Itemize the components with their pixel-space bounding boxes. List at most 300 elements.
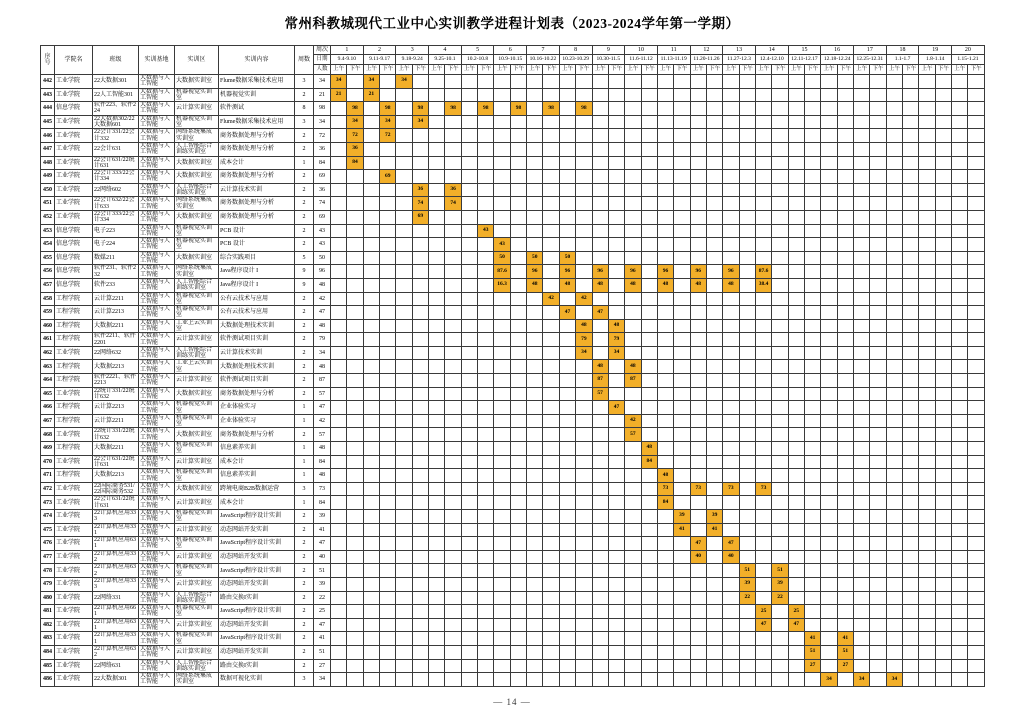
row-base: 大数据与人工智能 xyxy=(139,75,175,89)
empty-cell xyxy=(625,251,641,265)
empty-cell xyxy=(788,455,804,469)
empty-cell xyxy=(772,75,788,89)
empty-cell xyxy=(821,414,837,428)
row-base: 大数据与人工智能 xyxy=(139,197,175,211)
empty-cell xyxy=(592,605,608,619)
empty-cell xyxy=(461,265,477,279)
empty-cell xyxy=(641,333,657,347)
empty-cell xyxy=(494,129,510,143)
empty-cell xyxy=(429,251,445,265)
empty-cell xyxy=(494,577,510,591)
empty-cell xyxy=(821,374,837,388)
row-seq: 481 xyxy=(41,605,55,619)
empty-cell xyxy=(380,577,396,591)
empty-cell xyxy=(461,659,477,673)
empty-cell xyxy=(739,319,755,333)
empty-cell xyxy=(641,265,657,279)
empty-cell xyxy=(870,156,886,170)
empty-cell xyxy=(331,550,347,564)
row-people: 25 xyxy=(314,605,331,619)
empty-cell xyxy=(886,129,902,143)
empty-cell xyxy=(690,510,706,524)
empty-cell xyxy=(854,197,870,211)
empty-cell xyxy=(706,360,722,374)
empty-cell xyxy=(625,577,641,591)
empty-cell xyxy=(690,238,706,252)
empty-cell xyxy=(559,537,575,551)
row-people: 73 xyxy=(314,482,331,496)
empty-cell xyxy=(854,88,870,102)
empty-cell xyxy=(363,496,379,510)
pm-label: 下午 xyxy=(478,65,494,75)
empty-cell xyxy=(952,156,968,170)
empty-cell xyxy=(363,469,379,483)
empty-cell xyxy=(674,183,690,197)
empty-cell xyxy=(461,197,477,211)
empty-cell xyxy=(739,659,755,673)
empty-cell xyxy=(772,129,788,143)
empty-cell xyxy=(952,183,968,197)
empty-cell xyxy=(706,401,722,415)
empty-cell xyxy=(461,102,477,116)
empty-cell xyxy=(461,238,477,252)
empty-cell xyxy=(919,387,935,401)
empty-cell xyxy=(592,292,608,306)
empty-cell xyxy=(870,523,886,537)
empty-cell xyxy=(821,88,837,102)
empty-cell xyxy=(804,102,820,116)
empty-cell xyxy=(347,333,363,347)
row-zone: 机器视觉实训室 xyxy=(175,115,219,129)
column-header-zone: 实训区 xyxy=(175,46,219,75)
row-seq: 475 xyxy=(41,523,55,537)
row-content: 信息素养实训 xyxy=(219,469,295,483)
empty-cell xyxy=(919,278,935,292)
empty-cell xyxy=(608,387,624,401)
row-weeks: 2 xyxy=(295,183,314,197)
row-seq: 446 xyxy=(41,129,55,143)
empty-cell xyxy=(510,496,526,510)
empty-cell xyxy=(723,645,739,659)
empty-cell xyxy=(559,510,575,524)
empty-cell xyxy=(886,605,902,619)
empty-cell xyxy=(674,659,690,673)
row-base: 大数据与人工智能 xyxy=(139,102,175,116)
empty-cell xyxy=(445,591,461,605)
empty-cell xyxy=(608,129,624,143)
empty-cell xyxy=(347,401,363,415)
empty-cell xyxy=(543,346,559,360)
empty-cell xyxy=(804,605,820,619)
empty-cell xyxy=(478,210,494,224)
empty-cell xyxy=(641,115,657,129)
row-people: 51 xyxy=(314,564,331,578)
empty-cell xyxy=(804,197,820,211)
empty-cell xyxy=(347,374,363,388)
empty-cell xyxy=(592,659,608,673)
row-people: 50 xyxy=(314,251,331,265)
empty-cell xyxy=(576,659,592,673)
pm-label: 下午 xyxy=(608,65,624,75)
empty-cell xyxy=(412,75,428,89)
empty-cell xyxy=(723,210,739,224)
empty-cell xyxy=(380,550,396,564)
schedule-cell: 48 xyxy=(723,278,739,292)
empty-cell xyxy=(592,115,608,129)
empty-cell xyxy=(543,496,559,510)
empty-cell xyxy=(935,88,951,102)
row-college: 信息学院 xyxy=(55,265,93,279)
empty-cell xyxy=(380,564,396,578)
schedule-cell: 98 xyxy=(510,102,526,116)
empty-cell xyxy=(396,170,412,184)
empty-cell xyxy=(821,197,837,211)
week-date: 9.11-9.17 xyxy=(363,55,396,65)
row-weeks: 2 xyxy=(295,659,314,673)
empty-cell xyxy=(723,673,739,687)
row-zone: 机器视觉实训室 xyxy=(175,632,219,646)
row-college: 信息学院 xyxy=(55,102,93,116)
row-class: 大数据2211 xyxy=(93,442,139,456)
table-row xyxy=(41,360,985,374)
empty-cell xyxy=(331,428,347,442)
row-zone: 机器视觉实训室 xyxy=(175,469,219,483)
empty-cell xyxy=(412,401,428,415)
empty-cell xyxy=(690,319,706,333)
empty-cell xyxy=(396,333,412,347)
row-content: Java程序设计 I xyxy=(219,278,295,292)
empty-cell xyxy=(723,510,739,524)
empty-cell xyxy=(478,142,494,156)
empty-cell xyxy=(755,156,771,170)
empty-cell xyxy=(886,319,902,333)
row-zone: 云计算实训室 xyxy=(175,523,219,537)
row-base: 大数据与人工智能 xyxy=(139,142,175,156)
row-people: 42 xyxy=(314,292,331,306)
empty-cell xyxy=(559,482,575,496)
row-base: 大数据与人工智能 xyxy=(139,265,175,279)
table-row xyxy=(41,197,985,211)
empty-cell xyxy=(429,618,445,632)
empty-cell xyxy=(461,224,477,238)
empty-cell xyxy=(821,591,837,605)
empty-cell xyxy=(641,75,657,89)
empty-cell xyxy=(576,306,592,320)
empty-cell xyxy=(445,550,461,564)
empty-cell xyxy=(510,632,526,646)
empty-cell xyxy=(690,346,706,360)
empty-cell xyxy=(380,591,396,605)
empty-cell xyxy=(854,632,870,646)
empty-cell xyxy=(461,183,477,197)
empty-cell xyxy=(412,129,428,143)
empty-cell xyxy=(886,659,902,673)
empty-cell xyxy=(527,88,543,102)
empty-cell xyxy=(870,374,886,388)
row-base: 大数据与人工智能 xyxy=(139,673,175,687)
people-label: 人数 xyxy=(314,65,331,75)
row-people: 79 xyxy=(314,333,331,347)
row-weeks: 2 xyxy=(295,210,314,224)
table-row xyxy=(41,142,985,156)
row-people: 22 xyxy=(314,591,331,605)
empty-cell xyxy=(625,537,641,551)
empty-cell xyxy=(919,210,935,224)
row-class: 22会计333/22会计334 xyxy=(93,210,139,224)
empty-cell xyxy=(870,659,886,673)
empty-cell xyxy=(935,183,951,197)
row-class: 22会计631/22统计631 xyxy=(93,455,139,469)
empty-cell xyxy=(919,251,935,265)
empty-cell xyxy=(706,306,722,320)
schedule-cell: 34 xyxy=(347,115,363,129)
empty-cell xyxy=(527,75,543,89)
empty-cell xyxy=(347,469,363,483)
empty-cell xyxy=(559,469,575,483)
empty-cell xyxy=(755,142,771,156)
schedule-cell: 34 xyxy=(821,673,837,687)
empty-cell xyxy=(576,645,592,659)
row-weeks: 1 xyxy=(295,496,314,510)
empty-cell xyxy=(903,442,919,456)
empty-cell xyxy=(641,523,657,537)
week-date: 12.4-12.10 xyxy=(755,55,788,65)
empty-cell xyxy=(527,659,543,673)
row-class: 22网络602 xyxy=(93,183,139,197)
empty-cell xyxy=(755,401,771,415)
row-weeks: 5 xyxy=(295,251,314,265)
empty-cell xyxy=(657,292,673,306)
empty-cell xyxy=(854,129,870,143)
table-row xyxy=(41,156,985,170)
empty-cell xyxy=(510,251,526,265)
empty-cell xyxy=(347,170,363,184)
empty-cell xyxy=(657,428,673,442)
empty-cell xyxy=(576,251,592,265)
empty-cell xyxy=(788,632,804,646)
empty-cell xyxy=(706,319,722,333)
row-college: 工业学院 xyxy=(55,75,93,89)
empty-cell xyxy=(739,238,755,252)
empty-cell xyxy=(478,170,494,184)
empty-cell xyxy=(657,75,673,89)
empty-cell xyxy=(755,469,771,483)
am-label: 上午 xyxy=(429,65,445,75)
empty-cell xyxy=(331,183,347,197)
empty-cell xyxy=(674,115,690,129)
empty-cell xyxy=(527,428,543,442)
empty-cell xyxy=(755,75,771,89)
empty-cell xyxy=(804,88,820,102)
empty-cell xyxy=(347,414,363,428)
empty-cell xyxy=(592,442,608,456)
empty-cell xyxy=(608,197,624,211)
table-row xyxy=(41,414,985,428)
row-seq: 455 xyxy=(41,251,55,265)
empty-cell xyxy=(723,618,739,632)
empty-cell xyxy=(674,605,690,619)
empty-cell xyxy=(543,618,559,632)
empty-cell xyxy=(347,265,363,279)
empty-cell xyxy=(592,346,608,360)
empty-cell xyxy=(837,88,853,102)
empty-cell xyxy=(919,346,935,360)
row-base: 大数据与人工智能 xyxy=(139,251,175,265)
empty-cell xyxy=(331,374,347,388)
empty-cell xyxy=(461,75,477,89)
empty-cell xyxy=(870,115,886,129)
empty-cell xyxy=(690,183,706,197)
empty-cell xyxy=(641,360,657,374)
empty-cell xyxy=(478,156,494,170)
empty-cell xyxy=(527,142,543,156)
table-row xyxy=(41,550,985,564)
page-number: — 14 — xyxy=(493,697,531,707)
empty-cell xyxy=(445,537,461,551)
empty-cell xyxy=(412,387,428,401)
empty-cell xyxy=(347,238,363,252)
empty-cell xyxy=(837,183,853,197)
empty-cell xyxy=(412,632,428,646)
empty-cell xyxy=(657,346,673,360)
row-zone: 云计算实训室 xyxy=(175,618,219,632)
empty-cell xyxy=(429,292,445,306)
empty-cell xyxy=(739,278,755,292)
empty-cell xyxy=(331,632,347,646)
empty-cell xyxy=(919,319,935,333)
empty-cell xyxy=(870,102,886,116)
empty-cell xyxy=(576,550,592,564)
empty-cell xyxy=(478,129,494,143)
row-content: 公有云技术与应用 xyxy=(219,306,295,320)
empty-cell xyxy=(968,333,984,347)
pm-label: 下午 xyxy=(674,65,690,75)
table-row xyxy=(41,577,985,591)
row-class: 云计算2211 xyxy=(93,292,139,306)
empty-cell xyxy=(968,265,984,279)
empty-cell xyxy=(396,306,412,320)
empty-cell xyxy=(429,319,445,333)
empty-cell xyxy=(494,564,510,578)
row-people: 34 xyxy=(314,115,331,129)
empty-cell xyxy=(788,346,804,360)
week-date: 9.18-9.24 xyxy=(396,55,429,65)
empty-cell xyxy=(445,428,461,442)
empty-cell xyxy=(543,374,559,388)
empty-cell xyxy=(527,482,543,496)
empty-cell xyxy=(755,564,771,578)
schedule-cell: 96 xyxy=(527,265,543,279)
row-base: 大数据与人工智能 xyxy=(139,374,175,388)
empty-cell xyxy=(363,360,379,374)
empty-cell xyxy=(837,210,853,224)
empty-cell xyxy=(952,523,968,537)
empty-cell xyxy=(396,346,412,360)
empty-cell xyxy=(821,183,837,197)
table-row xyxy=(41,537,985,551)
empty-cell xyxy=(608,115,624,129)
empty-cell xyxy=(903,632,919,646)
week-date: 1.1-1.7 xyxy=(886,55,919,65)
empty-cell xyxy=(331,401,347,415)
empty-cell xyxy=(461,523,477,537)
row-zone: 云计算实训室 xyxy=(175,374,219,388)
row-zone: 大数据实训室 xyxy=(175,387,219,401)
empty-cell xyxy=(429,632,445,646)
row-class: 软件231、软件232 xyxy=(93,265,139,279)
empty-cell xyxy=(690,115,706,129)
empty-cell xyxy=(821,346,837,360)
empty-cell xyxy=(478,605,494,619)
empty-cell xyxy=(772,442,788,456)
empty-cell xyxy=(854,360,870,374)
empty-cell xyxy=(837,75,853,89)
empty-cell xyxy=(706,645,722,659)
row-seq: 467 xyxy=(41,414,55,428)
empty-cell xyxy=(543,632,559,646)
empty-cell xyxy=(968,455,984,469)
empty-cell xyxy=(331,455,347,469)
empty-cell xyxy=(739,224,755,238)
empty-cell xyxy=(788,374,804,388)
empty-cell xyxy=(363,333,379,347)
empty-cell xyxy=(380,333,396,347)
empty-cell xyxy=(690,251,706,265)
empty-cell xyxy=(527,292,543,306)
empty-cell xyxy=(788,523,804,537)
empty-cell xyxy=(690,142,706,156)
empty-cell xyxy=(543,510,559,524)
empty-cell xyxy=(723,605,739,619)
row-college: 工程学院 xyxy=(55,292,93,306)
empty-cell xyxy=(755,537,771,551)
empty-cell xyxy=(854,210,870,224)
am-label: 上午 xyxy=(690,65,706,75)
pm-label: 下午 xyxy=(739,65,755,75)
row-zone: 人工智能综合训练实训室 xyxy=(175,346,219,360)
empty-cell xyxy=(559,75,575,89)
empty-cell xyxy=(968,401,984,415)
week-number: 16 xyxy=(821,46,854,55)
empty-cell xyxy=(952,442,968,456)
empty-cell xyxy=(543,129,559,143)
empty-cell xyxy=(804,319,820,333)
empty-cell xyxy=(363,102,379,116)
row-seq: 464 xyxy=(41,374,55,388)
empty-cell xyxy=(903,482,919,496)
empty-cell xyxy=(347,278,363,292)
empty-cell xyxy=(772,659,788,673)
empty-cell xyxy=(772,673,788,687)
empty-cell xyxy=(772,306,788,320)
empty-cell xyxy=(870,469,886,483)
empty-cell xyxy=(968,632,984,646)
empty-cell xyxy=(510,523,526,537)
empty-cell xyxy=(903,550,919,564)
empty-cell xyxy=(886,510,902,524)
empty-cell xyxy=(608,428,624,442)
empty-cell xyxy=(445,360,461,374)
empty-cell xyxy=(952,142,968,156)
row-college: 工业学院 xyxy=(55,645,93,659)
empty-cell xyxy=(461,374,477,388)
empty-cell xyxy=(543,387,559,401)
empty-cell xyxy=(804,115,820,129)
table-row xyxy=(41,224,985,238)
empty-cell xyxy=(854,455,870,469)
empty-cell xyxy=(510,428,526,442)
empty-cell xyxy=(510,645,526,659)
